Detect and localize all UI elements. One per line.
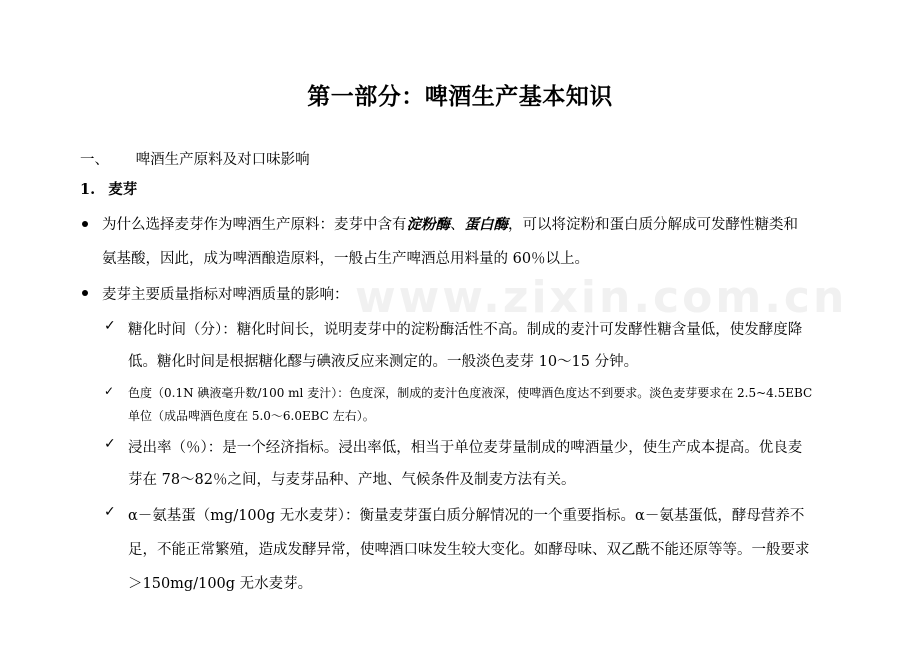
emphasis-amylase: 淀粉酶 [406,216,450,233]
saccharification-line2: 低。糖化时间是根据糖化醪与碘液反应来测定的。一般淡色麦芽 10～15 分钟。 [128,354,639,370]
bullet1-line2: 氨基酸，因此，成为啤酒酿造原料，一般占生产啤酒总用料量的 60％以上。 [102,251,590,267]
section-number: 一、 [80,152,109,168]
subsection-label: 麦芽 [108,181,138,198]
subsection-number: 1. [80,181,96,198]
amino-line2: 足，不能正常繁殖，造成发酵异常，使啤酒口味发生较大变化。如酵母味、双乙酰不能还原等等。一般要求 [128,542,810,558]
section-heading [80,148,310,169]
bullet-dot [82,221,88,227]
page-title: 第一部分：啤酒生产基本知识 [307,84,613,110]
subsection-heading [80,178,137,199]
bullet1-text: 为什么选择麦芽作为啤酒生产原料：麦芽中含有 [102,217,407,233]
watermark: www.zixin.com.cn [355,272,848,323]
check-icon: ✓ [104,504,116,520]
check-icon: ✓ [104,318,116,334]
section-label: 啤酒生产原料及对口味影响 [135,152,310,168]
saccharification-line1: 糖化时间（分）：糖化时间长，说明麦芽中的淀粉酶活性不高。制成的麦汁可发酵性糖含量低，使发酵度降 [128,322,803,338]
bullet1-text-cont: ，可以将淀粉和蛋白质分解成可发酵性糖类和 [508,217,798,233]
amino-line3: ＞150mg/100g 无水麦芽。 [128,576,313,592]
amino-line1: α－氨基蛋（mg/100g 无水麦芽）：衡量麦芽蛋白质分解情况的一个重要指标。α－氨基蛋低，酵母营养不 [128,508,805,524]
bullet-dot [82,290,88,296]
bullet1-line1 [102,213,798,234]
color-line1: 色度（0.1N 碘液毫升数/100 ml 麦汁）：色度深，制成的麦汁色度液深，使啤酒色度达不到要求。淡色麦芽要求在 2.5~4.5EBC [128,386,813,400]
check-icon: ✓ [104,384,115,398]
bullet1-sep: 、 [450,217,465,233]
check-icon: ✓ [104,436,116,452]
color-line2: 单位（成品啤酒色度在 5.0～6.0EBC 左右）。 [128,409,375,423]
bullet2-text: 麦芽主要质量指标对啤酒质量的影响： [102,287,349,303]
emphasis-protease: 蛋白酶 [464,216,508,233]
extract-line1: 浸出率（％）：是一个经济指标。浸出率低，相当于单位麦芽量制成的啤酒量少，使生产成本提高。优良麦 [128,440,803,456]
extract-line2: 芽在 78～82％之间，与麦芽品种、产地、气候条件及制麦方法有关。 [128,472,576,488]
